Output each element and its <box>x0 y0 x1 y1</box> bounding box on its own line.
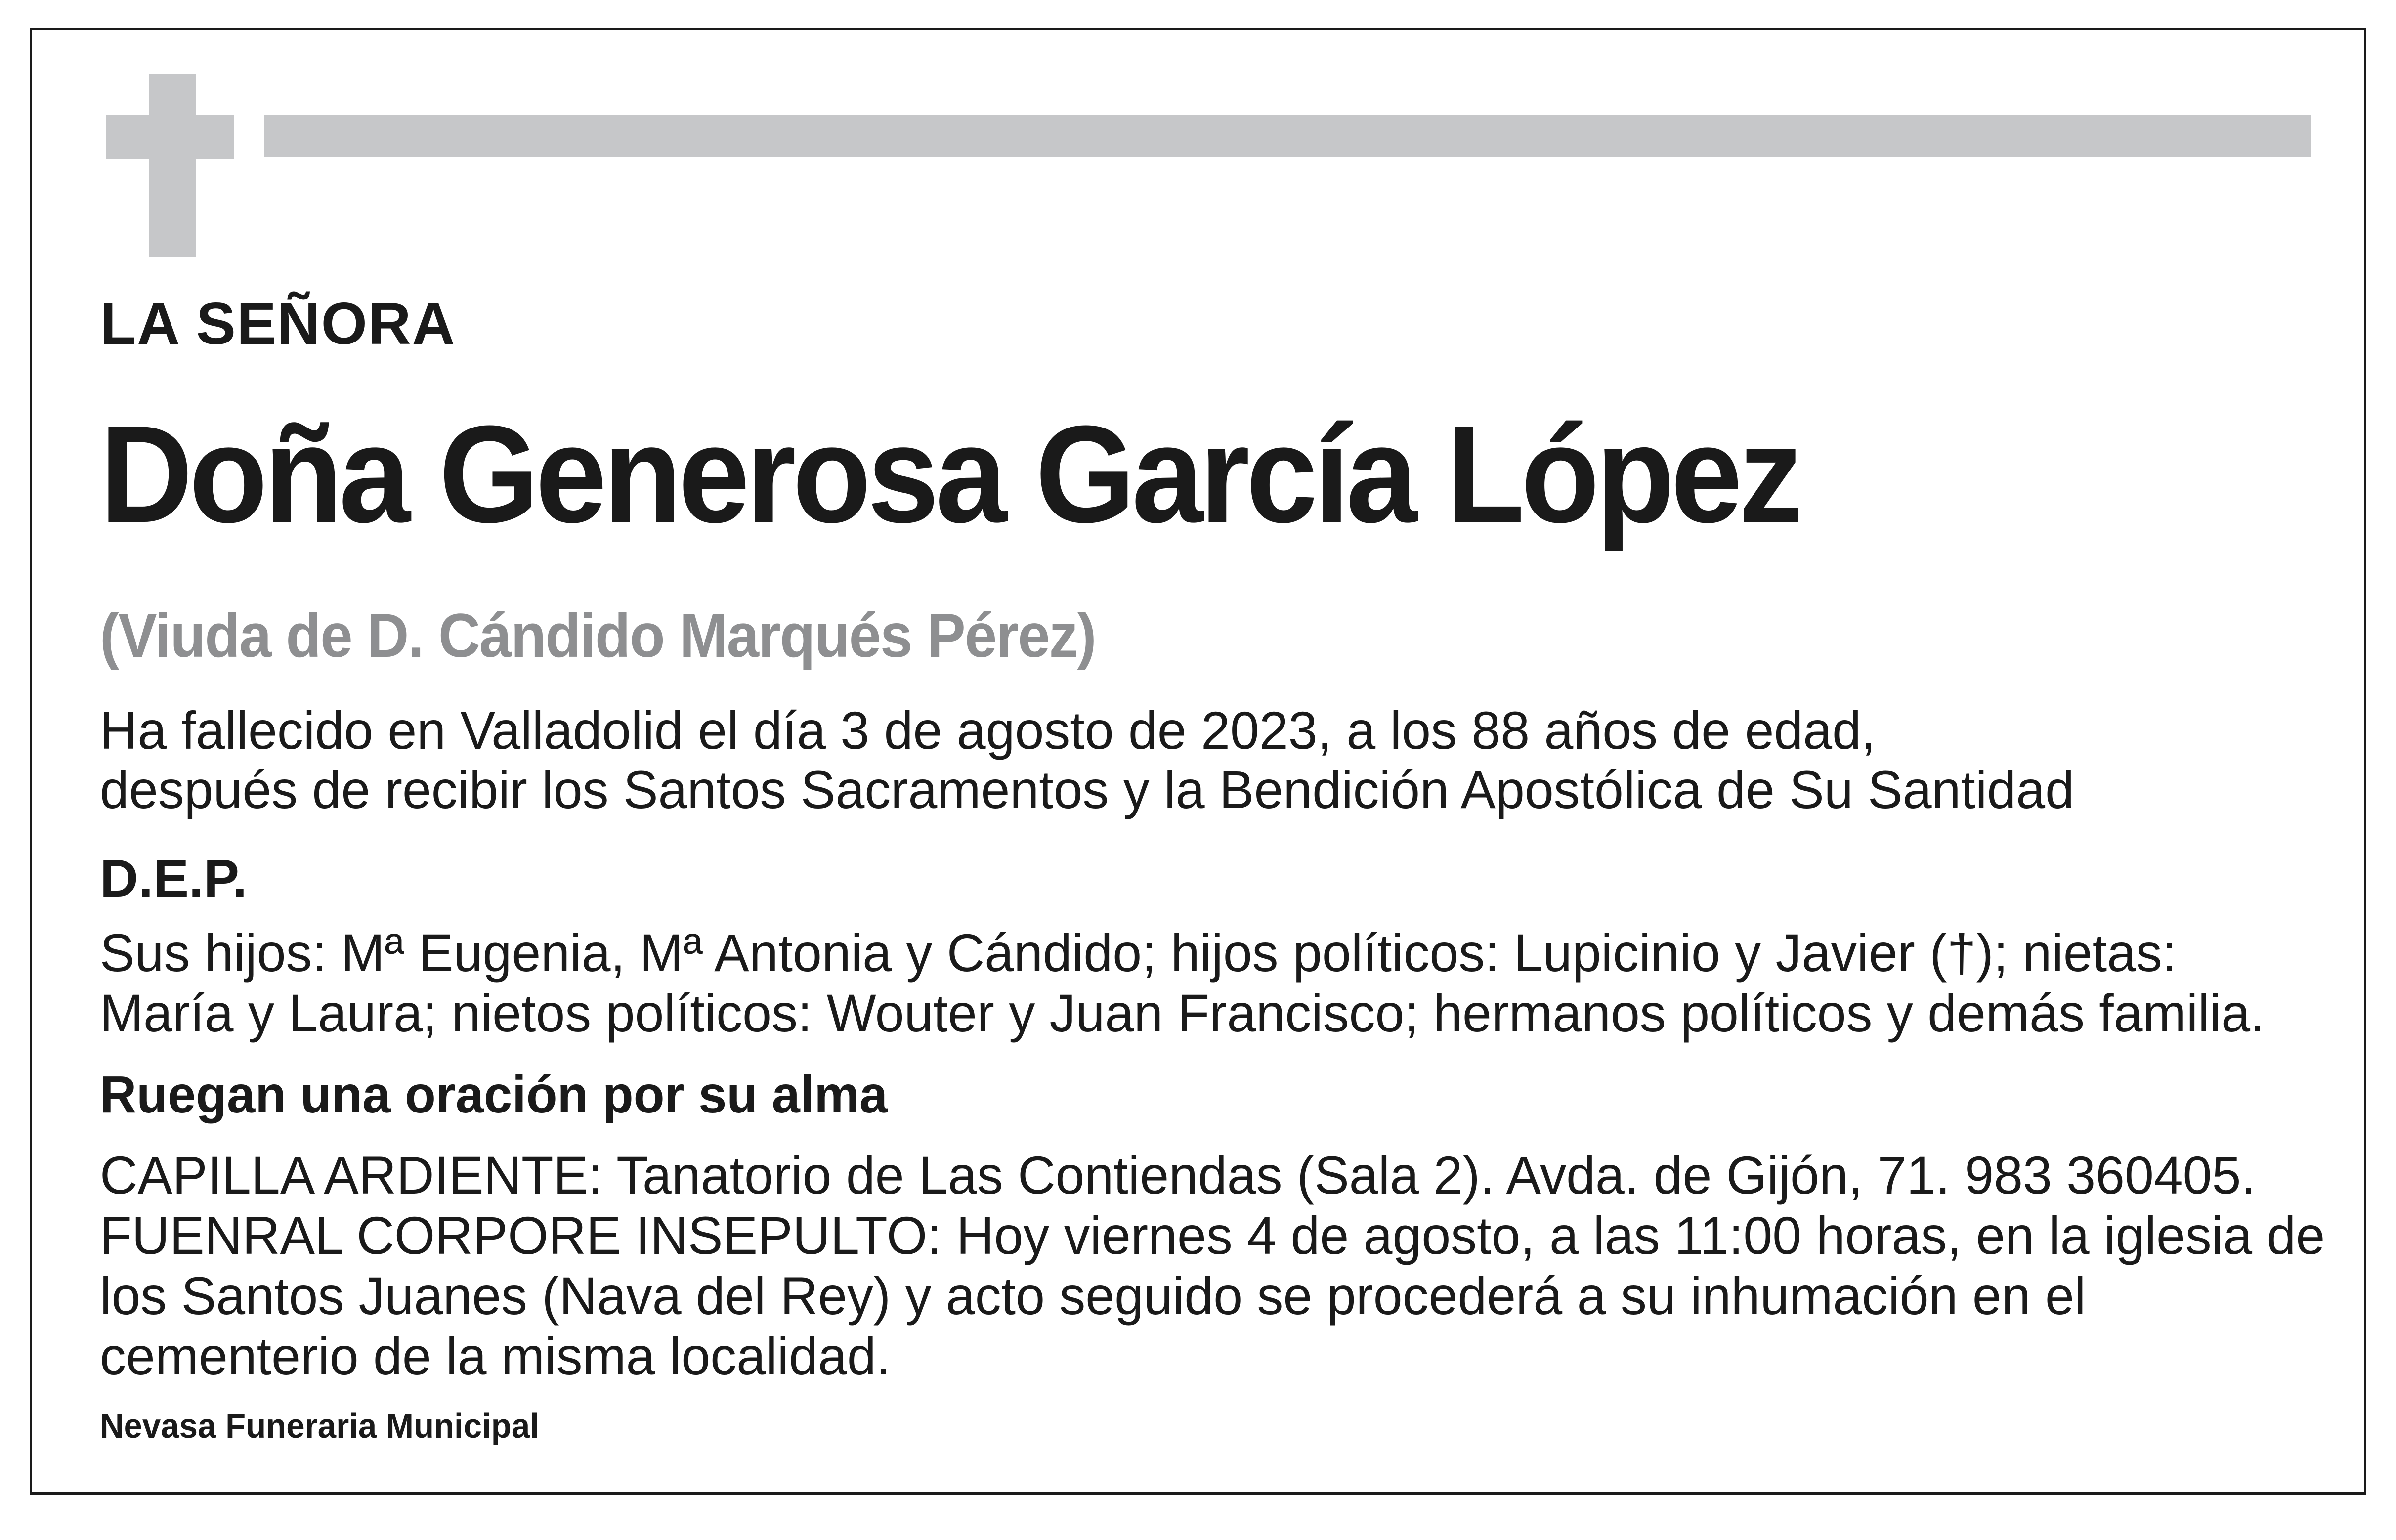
passing-line: después de recibir los Santos Sacramentos y la Bendición Apostólica de Su Santidad <box>100 760 2074 819</box>
ceremony-line: FUENRAL CORPORE INSEPULTO: Hoy viernes 4 de agosto, a las 11:00 horas, en la iglesia de <box>100 1205 2325 1265</box>
prayer-request: Ruegan una oración por su alma <box>100 1066 888 1124</box>
ceremony-line: cementerio de la misma localidad. <box>100 1326 891 1386</box>
ceremony-line: los Santos Juanes (Nava del Rey) y acto seguido se procederá a su inhumación en el <box>100 1266 2086 1326</box>
cross-vertical-bar <box>149 74 196 257</box>
rest-in-peace: D.E.P. <box>100 848 248 908</box>
passing-line: Ha fallecido en Valladolid el día 3 de agosto de 2023, a los 88 años de edad, <box>100 700 1876 760</box>
family-line: Sus hijos: Mª Eugenia, Mª Antonia y Cándido; hijos políticos: Lupicinio y Javier (†); nietas: <box>100 923 2177 983</box>
family-line: María y Laura; nietos políticos: Wouter y Juan Francisco; hermanos políticos y demás familia. <box>100 983 2265 1043</box>
ceremony-line: CAPILLA ARDIENTE: Tanatorio de Las Contiendas (Sala 2). Avda. de Gijón, 71. 983 360405. <box>100 1145 2256 1205</box>
cross-horizontal-bar <box>106 115 234 159</box>
honorific: LA SEÑORA <box>100 291 456 357</box>
widow-of: (Viuda de D. Cándido Marqués Pérez) <box>100 601 1096 670</box>
deceased-name: Doña Generosa García López <box>100 397 1799 552</box>
funeral-home: Nevasa Funeraria Municipal <box>100 1407 539 1445</box>
header-rule <box>264 115 2311 157</box>
